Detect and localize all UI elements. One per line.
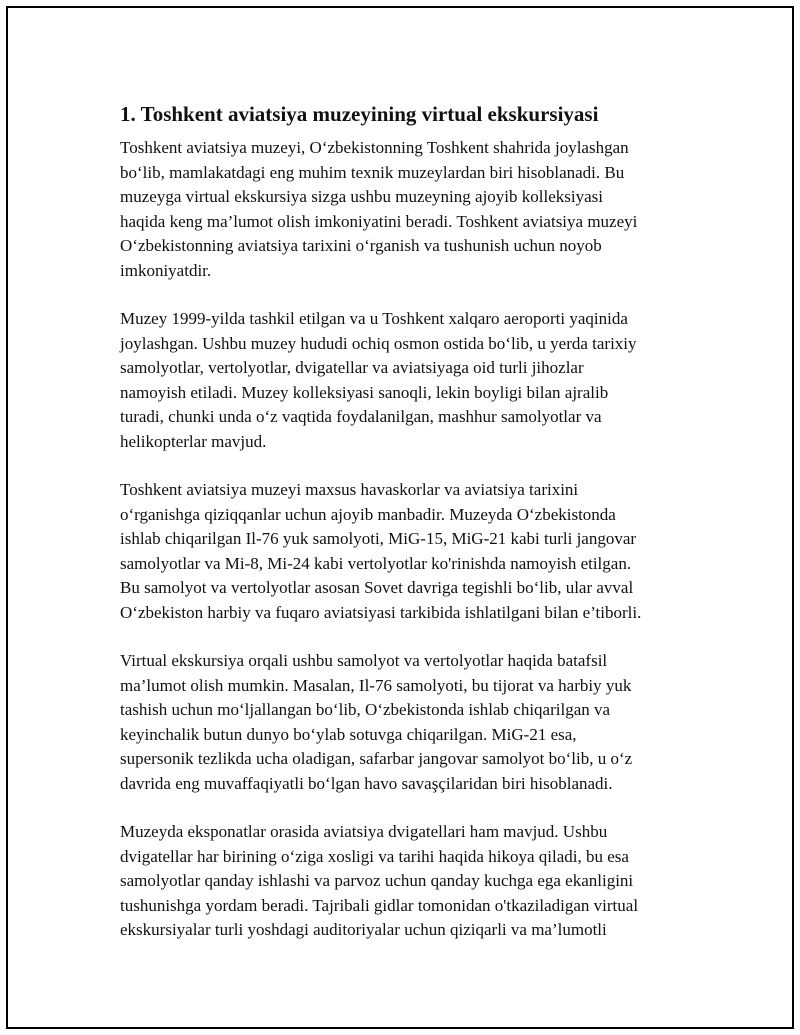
text-line: bo‘lib, mamlakatdagi eng muhim texnik muzeylardan biri hisoblanadi. Bu (120, 162, 625, 182)
text-line: haqida keng ma’lumot olish imkoniyatini beradi. Toshkent aviatsiya muzeyi (120, 211, 638, 231)
paragraph-5 (120, 820, 700, 943)
paragraph-1 (120, 136, 700, 283)
text-line: ma’lumot olish mumkin. Masalan, Il-76 samolyoti, bu tijorat va harbiy yuk (120, 675, 632, 695)
text-line: davrida eng muvaffaqiyatli bo‘lgan havo savaşçilaridan biri hisoblanadi. (120, 773, 613, 793)
text-line: Muzeyda eksponatlar orasida aviatsiya dvigatellari ham mavjud. Ushbu (120, 822, 608, 841)
text-line: o‘rganishga qiziqqanlar uchun ajoyib manbadir. Muzeyda O‘zbekistonda (120, 504, 616, 524)
paragraph-4 (120, 649, 700, 796)
text-line: turadi, chunki unda o‘z vaqtida foydalanilgan, mashhur samolyotlar va (120, 407, 602, 426)
text-line: Virtual ekskursiya orqali ushbu samolyot va vertolyotlar haqida batafsil (120, 651, 608, 670)
text-line: tushunishga yordam beradi. Tajribali gidlar tomonidan o'tkaziladigan virtual (120, 895, 639, 915)
text-line: tashish uchun mo‘ljallangan bo‘lib, O‘zbekistonda ishlab chiqarilgan va (120, 700, 611, 719)
text-line: samolyotlar qanday ishlashi va parvoz uchun qanday kuchga ega ekanligini (120, 871, 634, 890)
text-line: ishlab chiqarilgan Il-76 yuk samolyoti, MiG-15, MiG-21 kabi turli jangovar (120, 529, 637, 548)
text-line: muzeyga virtual ekskursiya sizga ushbu muzeyning ajoyib kolleksiyasi (120, 187, 603, 206)
text-line: namoyish etiladi. Muzey kolleksiyasi sanoqli, lekin boyligi bilan ajralib (120, 382, 609, 402)
text-line: Toshkent aviatsiya muzeyi maxsus havaskorlar va aviatsiya tarixini (120, 480, 579, 499)
text-line: imkoniyatdir. (120, 260, 212, 280)
text-line: samolyotlar, vertolyotlar, dvigatellar va aviatsiyaga oid turli jihozlar (120, 358, 584, 377)
text-line: samolyotlar va Mi-8, Mi-24 kabi vertolyotlar ko'rinishda namoyish etilgan. (120, 553, 632, 573)
document-body (120, 100, 700, 967)
text-line: O‘zbekistonning aviatsiya tarixini o‘rganish va tushunish uchun noyob (120, 236, 602, 255)
text-line: Toshkent aviatsiya muzeyi, O‘zbekistonning Toshkent shahrida joylashgan (120, 138, 629, 157)
text-line: ekskursiyalar turli yoshdagi auditoriyalar uchun qiziqarli va ma’lumotli (120, 920, 607, 939)
text-line: dvigatellar har birining o‘ziga xosligi va tarihi haqida hikoya qiladi, bu esa (120, 846, 629, 866)
section-heading: 1. Toshkent aviatsiya muzeyining virtual ekskursiyasi (120, 102, 599, 126)
text-line: O‘zbekiston harbiy va fuqaro aviatsiyasi tarkibida ishlatilgani bilan e’tiborli. (120, 602, 642, 622)
text-line: Bu samolyot va vertolyotlar asosan Sovet davriga tegishli bo‘lib, ular avval (120, 578, 634, 597)
page-frame (6, 6, 794, 1029)
text-line: supersonik tezlikda ucha oladigan, safarbar jangovar samolyot bo‘lib, u o‘z (120, 749, 633, 768)
text-line: keyinchalik butun dunyo bo‘ylab sotuvga chiqarilgan. MiG-21 esa, (120, 724, 577, 744)
text-line: helikopterlar mavjud. (120, 431, 267, 451)
paragraph-2 (120, 307, 700, 454)
text-line: joylashgan. Ushbu muzey hududi ochiq osmon ostida bo‘lib, u yerda tarixiy (120, 333, 637, 353)
paragraph-3 (120, 478, 700, 625)
text-line: Muzey 1999-yilda tashkil etilgan va u Toshkent xalqaro aeroporti yaqinida (120, 309, 628, 328)
